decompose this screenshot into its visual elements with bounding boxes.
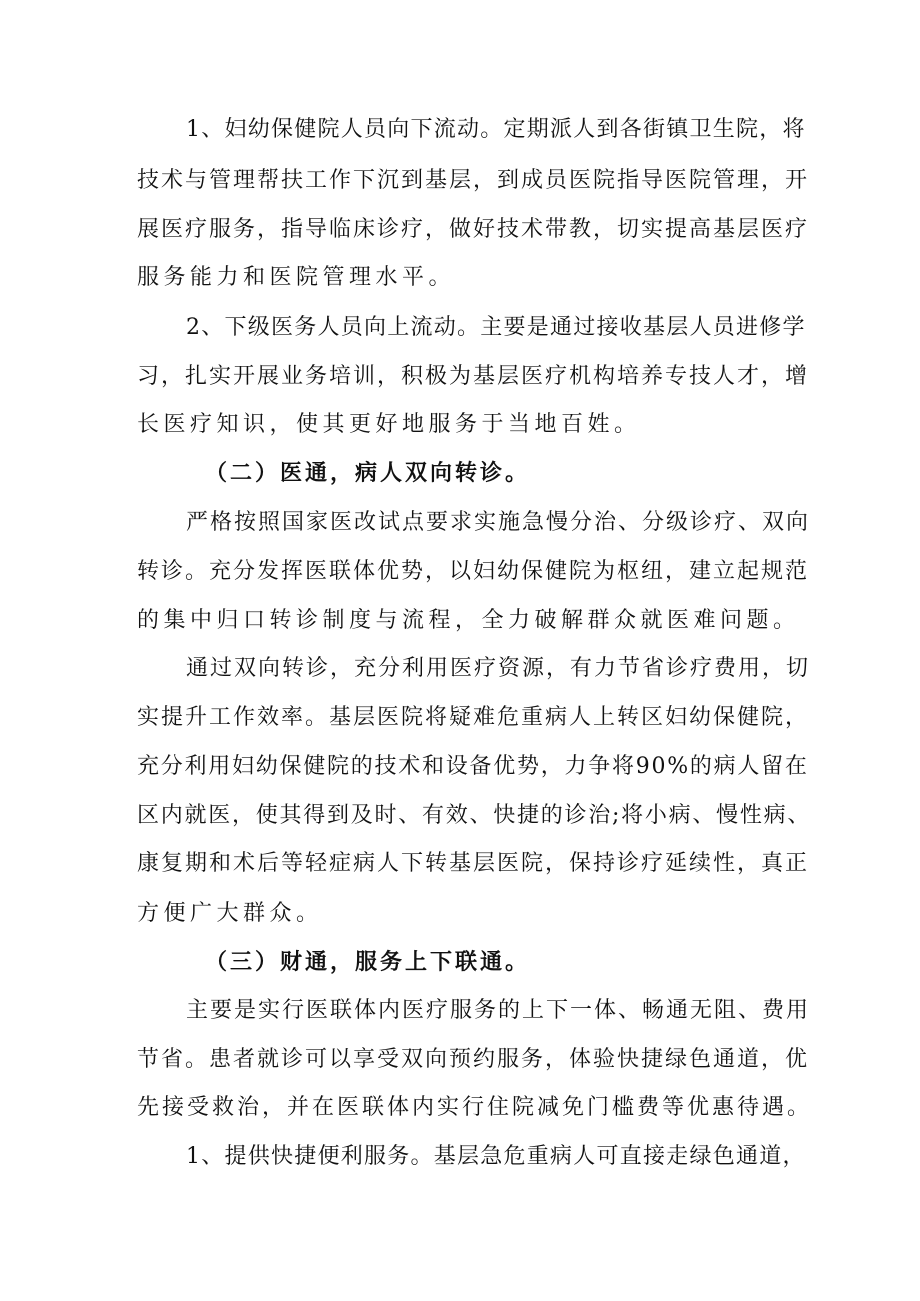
paragraph-line: 实提升工作效率。基层医院将疑难危重病人上转区妇幼保健院，	[137, 705, 810, 730]
paragraph-line: 严格按照国家医改试点要求实施急慢分治、分级诊疗、双向	[186, 510, 811, 535]
paragraph-line: 主要是实行医联体内医疗服务的上下一体、畅通无阻、费用	[186, 998, 811, 1023]
paragraph-line: 1、妇幼保健院人员向下流动。定期派人到各街镇卫生院，将	[186, 117, 806, 142]
paragraph-line: 转诊。充分发挥医联体优势，以妇幼保健院为枢纽，建立起规范	[137, 559, 810, 584]
paragraph-line: 节省。患者就诊可以享受双向预约服务，体验快捷绿色通道，优	[137, 1047, 810, 1072]
paragraph-line: 充分利用妇幼保健院的技术和设备优势，力争将90%的病人留在	[137, 754, 809, 779]
paragraph-line: 通过双向转诊，充分利用医疗资源，有力节省诊疗费用，切	[186, 656, 811, 681]
paragraph-line: 长医疗知识，使其更好地服务于当地百姓。	[137, 412, 641, 437]
paragraph-line: 技术与管理帮扶工作下沉到基层，到成员医院指导医院管理，开	[137, 168, 810, 193]
paragraph-line: 2、下级医务人员向上流动。主要是通过接收基层人员进修学	[186, 315, 806, 340]
paragraph-line: 展医疗服务，指导临床诊疗，做好技术带教，切实提高基层医疗	[137, 217, 810, 242]
paragraph-line: 方便广大群众。	[137, 901, 323, 926]
paragraph-line: 1、提供快捷便利服务。基层急危重病人可直接走绿色通道，	[186, 1144, 806, 1169]
paragraph-line: 康复期和术后等轻症病人下转基层医院，保持诊疗延续性，真正	[137, 851, 810, 876]
section-heading: （二）医通，病人双向转诊。	[205, 461, 531, 486]
section-heading: （三）财通，服务上下联通。	[205, 950, 531, 975]
paragraph-line: 习，扎实开展业务培训，积极为基层医疗机构培养专技人才，增	[137, 364, 810, 389]
paragraph-line: 区内就医，使其得到及时、有效、快捷的诊治;将小病、慢性病、	[137, 803, 812, 828]
paragraph-line: 的集中归口转诊制度与流程，全力破解群众就医难问题。	[137, 608, 800, 633]
paragraph-line: 服务能力和医院管理水平。	[137, 265, 456, 290]
paragraph-line: 先接受救治，并在医联体内实行住院减免门槛费等优惠待遇。	[137, 1095, 813, 1120]
